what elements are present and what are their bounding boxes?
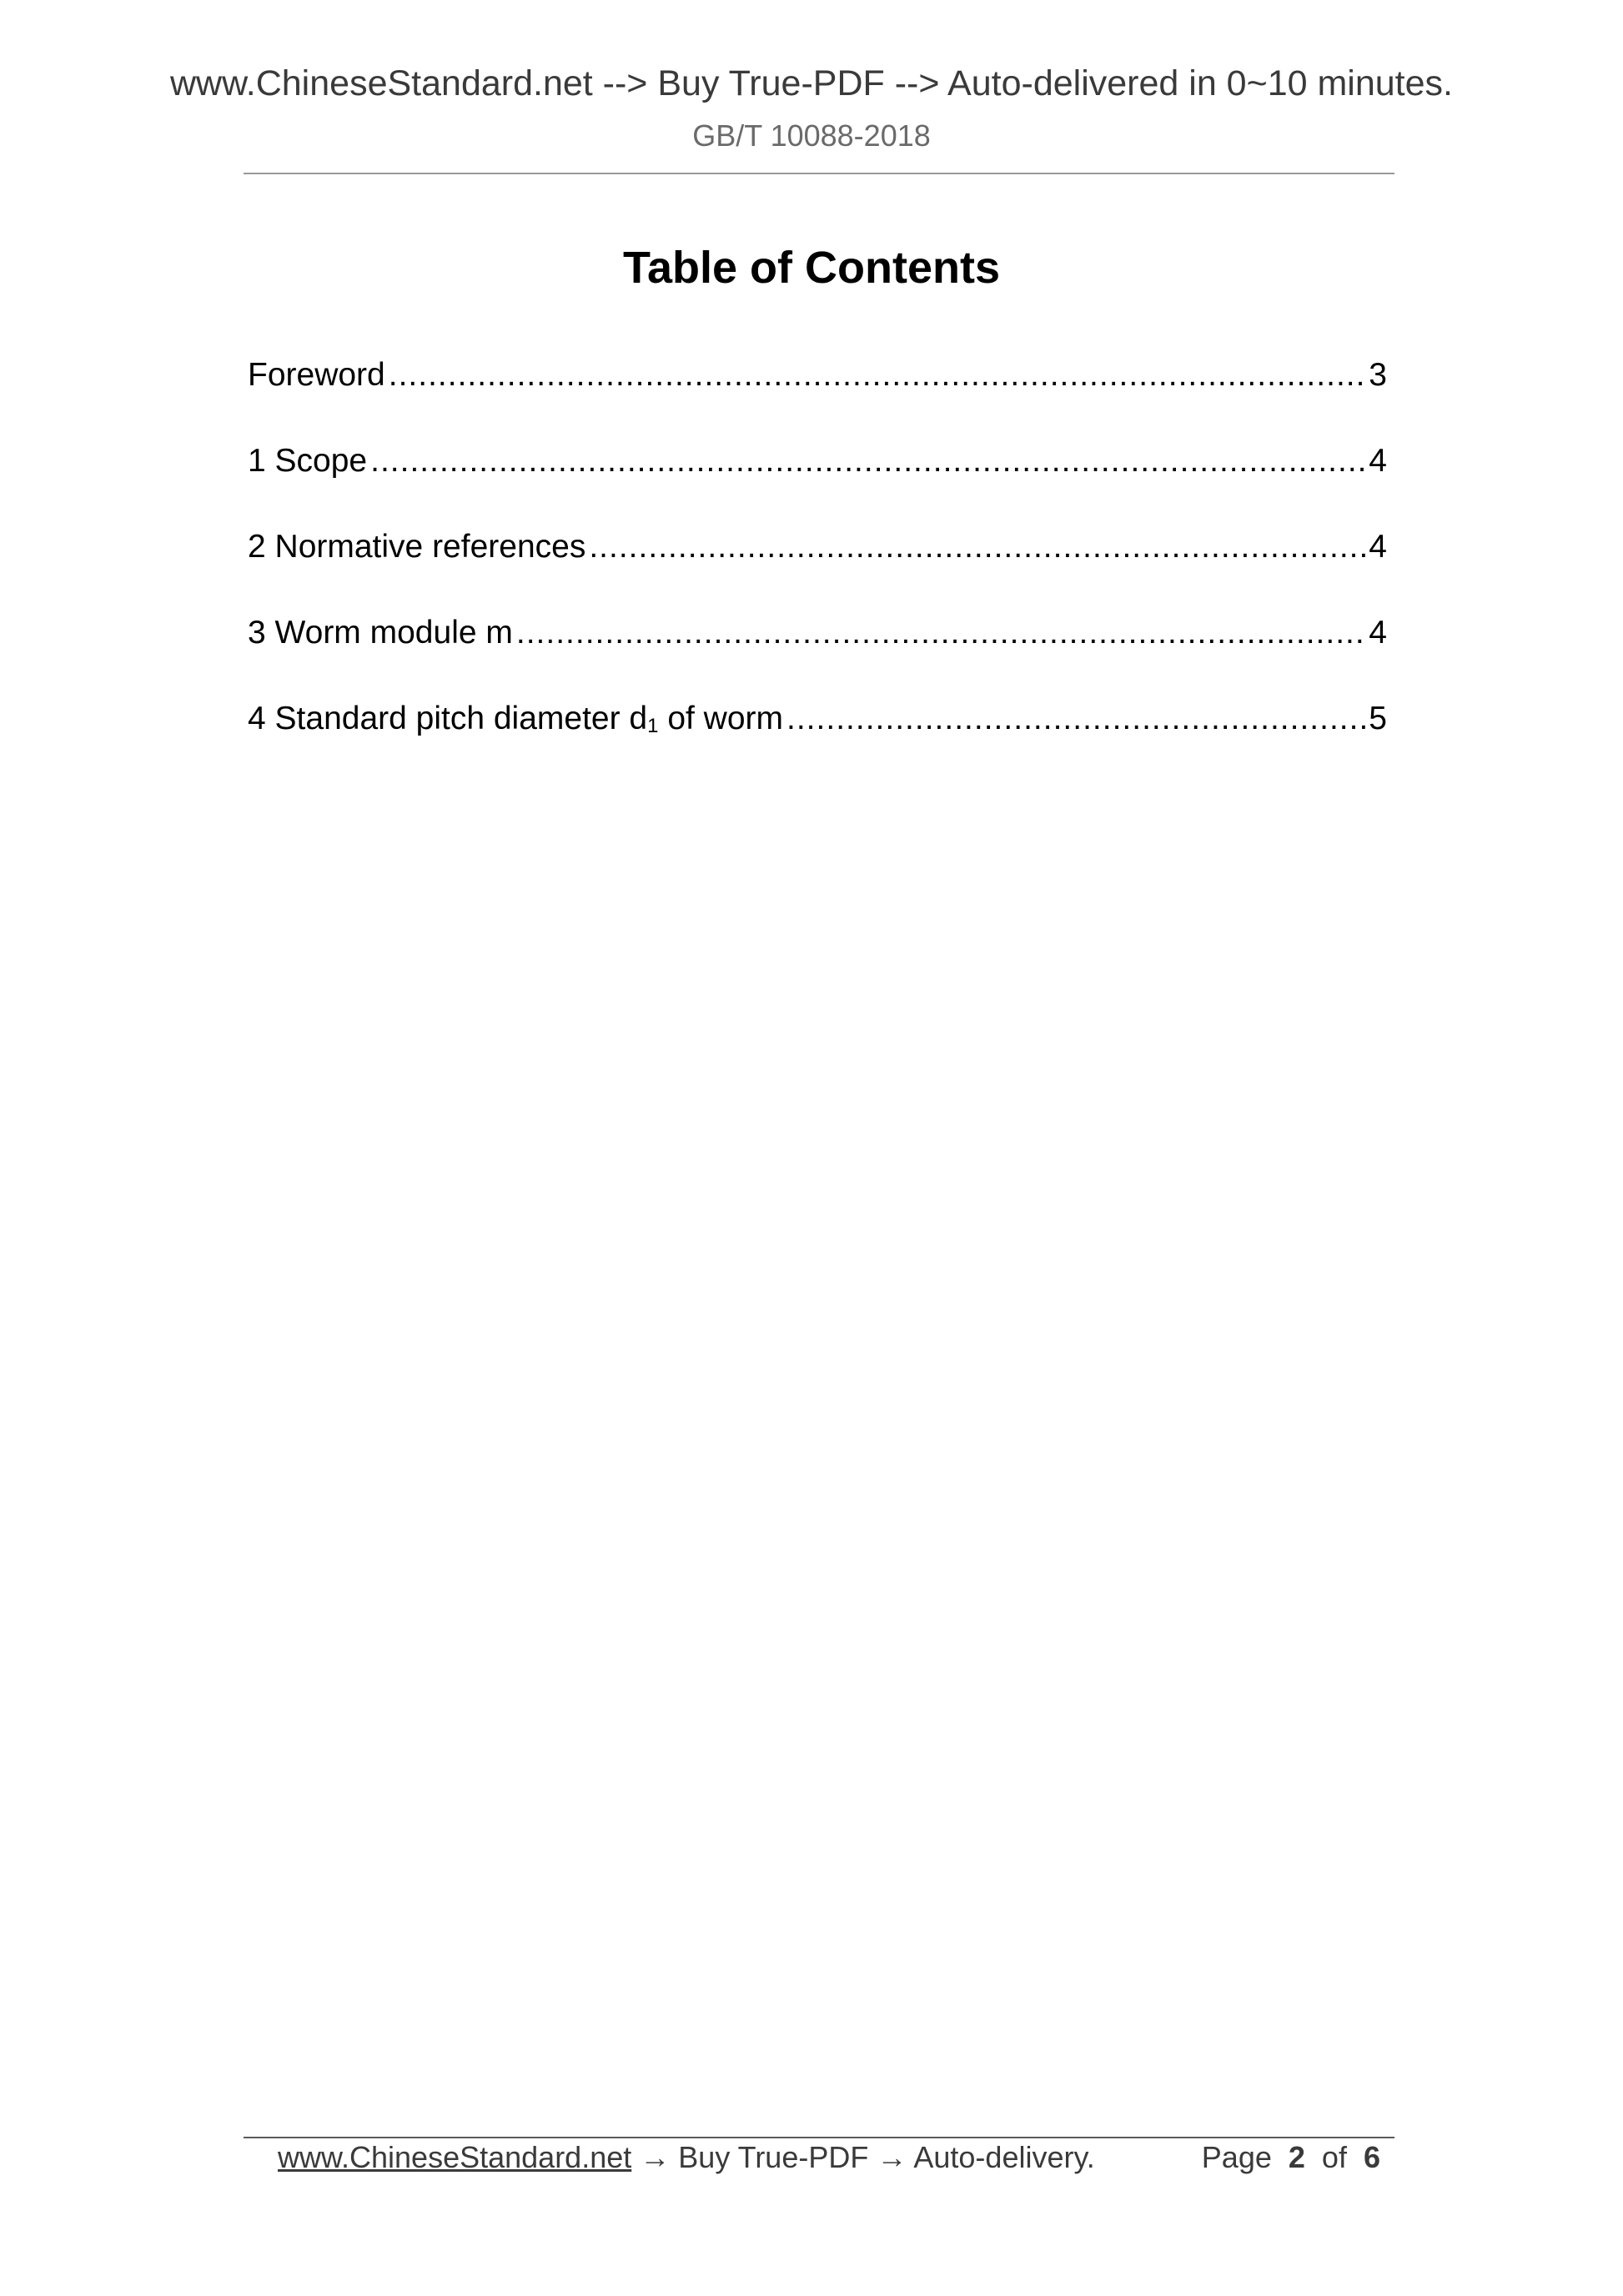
footer-delivery-text: Auto-delivery. — [913, 2140, 1095, 2174]
toc-entry-normative-references[interactable] — [248, 525, 1387, 611]
toc-entry-page: 4 — [1369, 615, 1387, 651]
toc-entry-text — [248, 697, 783, 748]
total-pages: 6 — [1363, 2140, 1380, 2174]
page-number — [1202, 2140, 1380, 2175]
page-footer — [278, 2140, 1387, 2175]
toc-entry-text: Foreword — [248, 357, 385, 393]
toc-dot-leader — [516, 611, 1365, 655]
footer-site-link[interactable]: www.ChineseStandard.net — [278, 2140, 632, 2174]
arrow-right-icon: → — [877, 2140, 907, 2174]
current-page: 2 — [1288, 2140, 1305, 2174]
toc-entry-scope[interactable] — [248, 440, 1387, 525]
toc-dot-leader — [370, 440, 1365, 483]
toc-entry-pitch-diameter[interactable] — [248, 697, 1387, 783]
toc-title: Table of Contents — [623, 243, 1000, 293]
toc-entry-text: 2 Normative references — [248, 529, 586, 565]
toc-dot-leader — [389, 354, 1366, 397]
header-divider — [244, 173, 1394, 174]
toc-dot-leader — [786, 697, 1365, 741]
toc-entry-page: 5 — [1369, 701, 1387, 736]
page-label: Page — [1201, 2140, 1272, 2174]
toc-entry-text-part: 4 Standard pitch diameter d — [248, 701, 648, 736]
standard-code: GB/T 10088-2018 — [692, 118, 931, 153]
arrow-right-icon: → — [640, 2140, 671, 2174]
toc-entry-text: 3 Worm module m — [248, 615, 513, 651]
footer-divider — [244, 2137, 1394, 2138]
header-tagline: www.ChineseStandard.net --> Buy True-PDF --> Auto-delivered in 0~10 minutes. — [169, 63, 1453, 103]
toc-entry-page: 4 — [1369, 443, 1387, 479]
toc-list — [248, 354, 1387, 783]
toc-dot-leader — [589, 525, 1365, 569]
toc-entry-subscript: 1 — [647, 715, 659, 737]
of-label: of — [1321, 2140, 1347, 2174]
footer-buy-text: Buy True-PDF — [678, 2140, 869, 2174]
toc-entry-page: 4 — [1369, 529, 1387, 565]
toc-entry-foreword[interactable] — [248, 354, 1387, 440]
toc-entry-worm-module[interactable] — [248, 611, 1387, 697]
toc-entry-page: 3 — [1369, 357, 1387, 393]
toc-entry-text-part: of worm — [658, 701, 784, 736]
toc-entry-text: 1 Scope — [248, 443, 368, 479]
